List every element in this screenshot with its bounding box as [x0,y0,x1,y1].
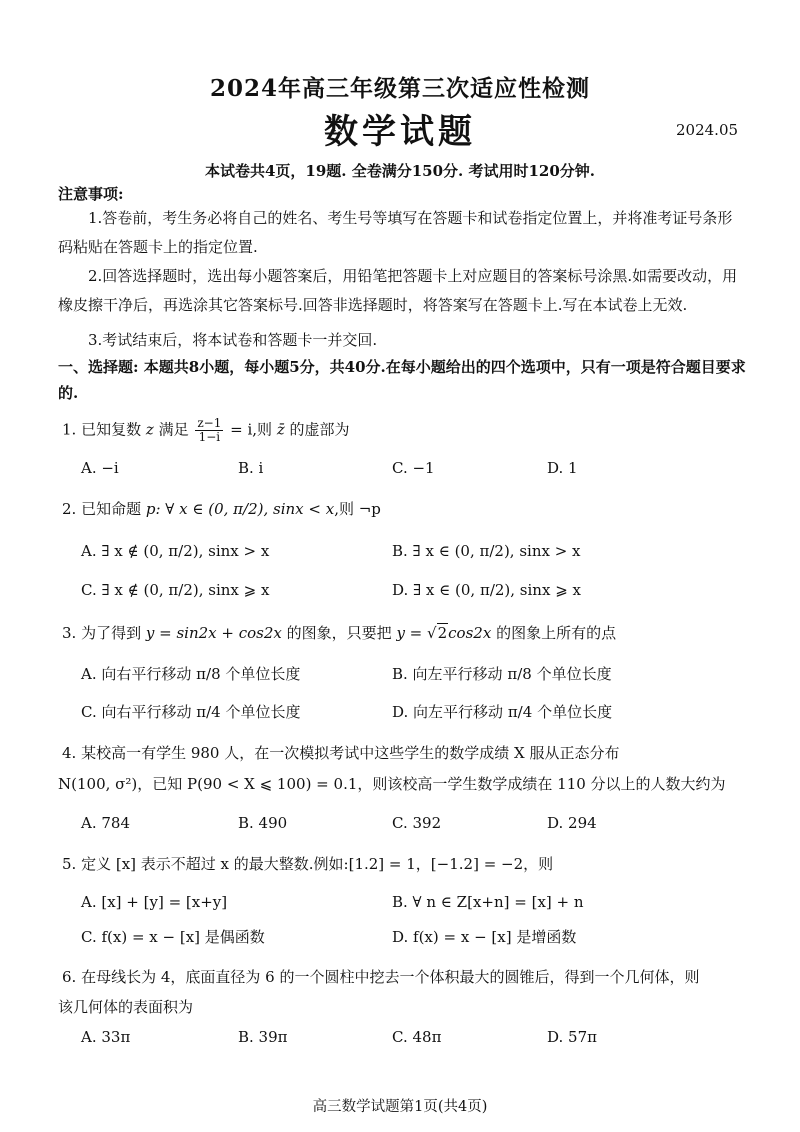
q1-option-b: B. i [238,459,264,477]
q2-option-c: C. ∃ x ∉ (0, π/2), sinx ⩾ x [81,581,270,599]
q3-post: 的图象上所有的点 [496,624,617,642]
note-item-3: 3.考试结束后，将本试卷和答题卡一并交回. [88,331,378,349]
note-item-1: 1.答卷前，考生务必将自己的姓名、考生号等填写在答题卡和试卷指定位置上，并将准考证号条形码粘贴在答题卡上的指定位置. [58,209,733,256]
q2-option-b: B. ∃ x ∈ (0, π/2), sinx > x [392,542,581,560]
question-2 [62,498,381,519]
page-footer: 高三数学试题第1页(共4页) [312,1099,488,1115]
exam-date: 2024.05 [676,121,739,139]
question-4-line-1: 4. 某校高一有学生 980 人，在一次模拟考试中这些学生的数学成绩 X 服从正态分布 [62,744,620,762]
q6-option-c: C. 48π [392,1028,442,1046]
q5-option-a: A. [x] + [y] = [x+y] [81,893,228,911]
q3-func-2b: 2 [437,624,448,642]
q3-b-shift: π/8 [507,665,532,683]
q1-option-a: A. −i [81,459,119,477]
question-3: 3. 为了得到 y = sin2x + cos2x 的图象，只要把 y = √2cos2x 的图象上所有的点 [62,624,617,642]
q4-option-b: B. 490 [238,814,288,832]
q3-option-c [81,701,301,722]
q1-option-d: D. 1 [547,459,578,477]
q2-option-d: D. ∃ x ∈ (0, π/2), sinx ⩾ x [392,581,581,599]
q1-frac-den: 1−i [198,430,221,444]
q3-a-text: A. 向右平行移动 [81,665,192,683]
q3-option-d [392,701,612,722]
question-4-line-2: N(100, σ²)，已知 P(90 < X ⩽ 100) = 0.1，则该校高一学生数学成绩在 110 分以上的人数大约为 [58,775,726,793]
q1-option-c: C. −1 [392,459,435,477]
question-6-line-2: 该几何体的表面积为 [58,998,194,1016]
q5-option-d: D. f(x) = x − [x] 是增函数 [392,928,577,946]
q1-pre: 1. 已知复数 [62,420,142,439]
q5-option-c: C. f(x) = x − [x] 是偶函数 [81,928,265,946]
q1-zbar: z̄ [276,420,285,439]
q3-d-unit: 个单位长度 [537,703,613,721]
q2-pre: 2. 已知命题 [62,500,142,518]
q6-option-a: A. 33π [81,1028,131,1046]
subject-title: 数学试题 [324,112,476,152]
q3-d-shift: π/4 [507,703,533,721]
section-heading: 一、选择题: 本题共8小题，每小题5分，共40分.在每小题给出的四个选项中，只有一项是符合题目要求的. [58,358,746,402]
q3-option-a [81,663,300,684]
note-item-2: 2.回答选择题时，选出每小题答案后，用铅笔把答题卡上对应题目的答案标号涂黑.如需要改动，用橡皮擦干净后，再选涂其它答案标号.回答非选择题时，将答案写在答题卡上.写在本试卷上无效. [58,267,738,314]
exam-intro: 本试卷共4页，19题. 全卷满分150分. 考试用时120分钟. [204,162,596,180]
q3-func-2a: y = [396,624,428,642]
q3-c-unit: 个单位长度 [225,703,301,721]
q4-option-d: D. 294 [547,814,597,832]
exam-title: 2024年高三年级第三次适应性检测 [209,75,590,102]
q3-a-shift: π/8 [196,665,221,683]
q3-d-text: D. 向左平行移动 [392,703,504,721]
q3-b-text: B. 向左平行移动 [392,665,503,683]
q3-c-shift: π/4 [196,703,221,721]
q3-c-text: C. 向右平行移动 [81,703,192,721]
notes-heading: 注意事项: [58,185,124,203]
q2-post: ,则 ¬p [334,500,381,518]
q2-expr: p: ∀ x ∈ (0, π/2), sinx < x [145,500,335,518]
q1-var: z [145,420,154,439]
q5-option-b: B. ∀ n ∈ Z[x+n] = [x] + n [392,893,584,911]
q2-option-a: A. ∃ x ∉ (0, π/2), sinx > x [81,542,270,560]
q3-mid: 的图象，只要把 [286,624,392,642]
q4-option-c: C. 392 [392,814,442,832]
question-1 [62,417,350,444]
question-6-line-1: 6. 在母线长为 4，底面直径为 6 的一个圆柱中挖去一个体积最大的圆锥后，得到一个几何体，则 [62,968,700,986]
q1-post: = i,则 [230,420,273,439]
q6-option-d: D. 57π [547,1028,597,1046]
q3-func-2c: cos2x [448,624,492,642]
q1-frac-num: z−1 [197,416,222,430]
q6-option-b: B. 39π [238,1028,288,1046]
q1-mid: 满足 [158,420,189,439]
question-5: 5. 定义 [x] 表示不超过 x 的最大整数.例如:[1.2] = 1，[−1.2] = −2，则 [62,855,554,873]
q3-pre: 3. 为了得到 [62,624,142,642]
q3-func-1: y = sin2x + cos2x [145,624,282,642]
q4-option-a: A. 784 [81,814,130,832]
q3-a-unit: 个单位长度 [225,665,301,683]
q3-b-unit: 个单位长度 [536,665,612,683]
q1-end: 的虚部为 [289,420,350,439]
q3-option-b [392,663,612,684]
q1-fraction [195,417,223,444]
